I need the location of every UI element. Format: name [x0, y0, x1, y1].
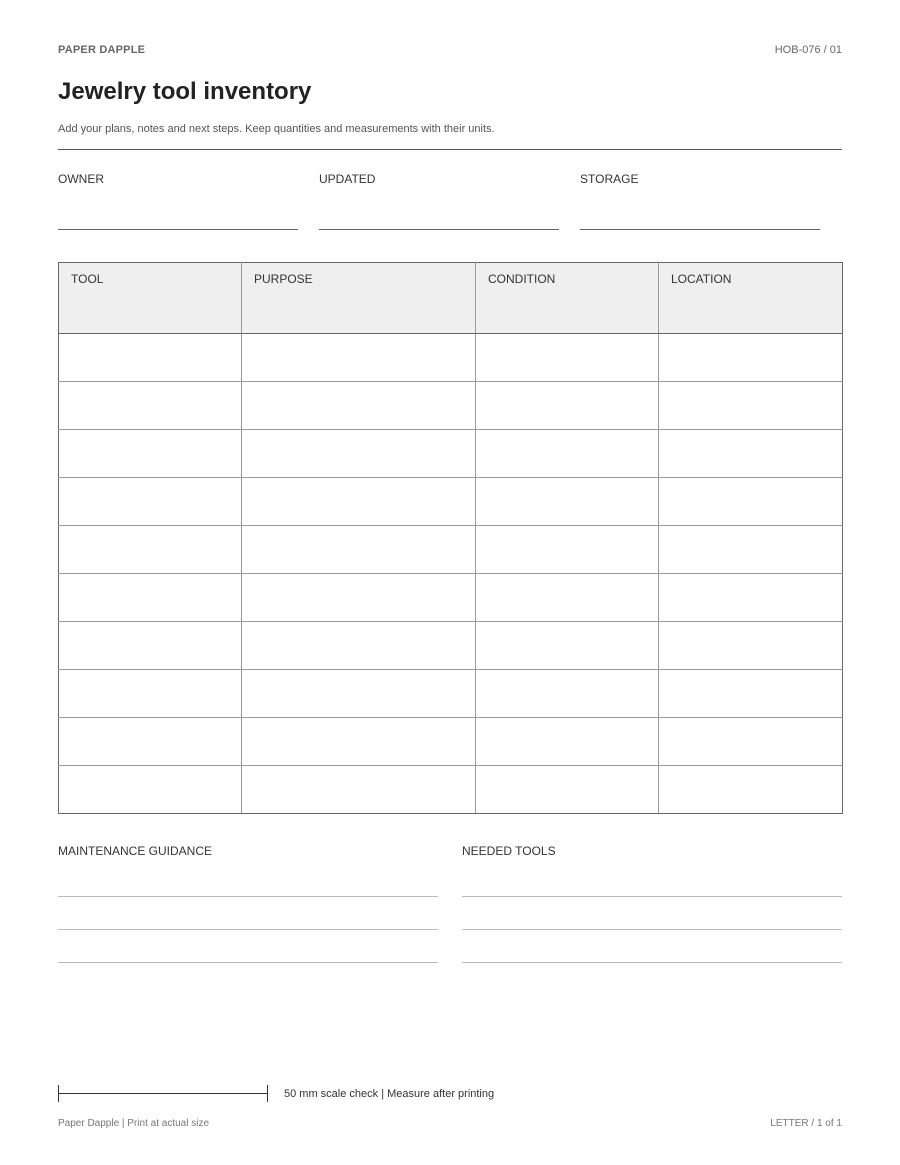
- table-cell-tool[interactable]: [59, 382, 242, 430]
- table-cell-purpose[interactable]: [242, 382, 476, 430]
- column-header-condition: CONDITION: [476, 263, 659, 334]
- needed-tools-label: NEEDED TOOLS: [462, 844, 556, 858]
- table-row: [59, 382, 843, 430]
- table-cell-condition[interactable]: [476, 718, 659, 766]
- table-cell-tool[interactable]: [59, 718, 242, 766]
- table-cell-tool[interactable]: [59, 766, 242, 814]
- column-header-location: LOCATION: [659, 263, 843, 334]
- table-cell-purpose[interactable]: [242, 334, 476, 382]
- tool-inventory-table: [58, 262, 843, 814]
- table-row: [59, 526, 843, 574]
- table-cell-purpose[interactable]: [242, 430, 476, 478]
- table-cell-tool[interactable]: [59, 574, 242, 622]
- brand-name: PAPER DAPPLE: [58, 44, 146, 56]
- table-row: [59, 766, 843, 814]
- storage-field[interactable]: [580, 172, 820, 186]
- maintenance-guidance-label: MAINTENANCE GUIDANCE: [58, 844, 213, 858]
- scale-line: [58, 1093, 267, 1094]
- table-row: [59, 334, 843, 382]
- table-cell-location[interactable]: [659, 718, 843, 766]
- table-cell-condition[interactable]: [476, 574, 659, 622]
- maintenance-guidance-section: [58, 844, 438, 858]
- table-header-row: [59, 263, 843, 334]
- scale-check-text: 50 mm scale check | Measure after printing: [284, 1088, 495, 1100]
- title-divider: [58, 149, 842, 150]
- table-cell-condition[interactable]: [476, 670, 659, 718]
- table-cell-purpose[interactable]: [242, 718, 476, 766]
- table-cell-location[interactable]: [659, 478, 843, 526]
- table-cell-tool[interactable]: [59, 334, 242, 382]
- table-row: [59, 430, 843, 478]
- table-cell-tool[interactable]: [59, 622, 242, 670]
- table-cell-purpose[interactable]: [242, 622, 476, 670]
- table-cell-tool[interactable]: [59, 670, 242, 718]
- owner-field[interactable]: [58, 172, 298, 186]
- table-row: [59, 622, 843, 670]
- table-cell-condition[interactable]: [476, 766, 659, 814]
- scale-check-bar: [58, 1085, 268, 1103]
- table-cell-purpose[interactable]: [242, 574, 476, 622]
- table-cell-tool[interactable]: [59, 430, 242, 478]
- updated-field[interactable]: [319, 172, 559, 186]
- table-cell-condition[interactable]: [476, 478, 659, 526]
- maintenance-note-line[interactable]: [58, 962, 438, 963]
- column-header-purpose: PURPOSE: [242, 263, 476, 334]
- table-cell-location[interactable]: [659, 670, 843, 718]
- table-cell-purpose[interactable]: [242, 478, 476, 526]
- maintenance-note-line[interactable]: [58, 896, 438, 897]
- table-cell-tool[interactable]: [59, 478, 242, 526]
- column-header-tool: TOOL: [59, 263, 242, 334]
- table-cell-condition[interactable]: [476, 622, 659, 670]
- table-cell-purpose[interactable]: [242, 766, 476, 814]
- updated-label: UPDATED: [319, 172, 376, 186]
- table-row: [59, 478, 843, 526]
- table-cell-condition[interactable]: [476, 526, 659, 574]
- document-code: HOB-076 / 01: [774, 44, 842, 56]
- table-cell-location[interactable]: [659, 430, 843, 478]
- needed-tools-note-line[interactable]: [462, 896, 842, 897]
- table-row: [59, 718, 843, 766]
- needed-tools-section: [462, 844, 842, 858]
- needed-tools-note-line[interactable]: [462, 929, 842, 930]
- table-cell-location[interactable]: [659, 574, 843, 622]
- table-cell-purpose[interactable]: [242, 526, 476, 574]
- table-cell-purpose[interactable]: [242, 670, 476, 718]
- footer-page-info: LETTER / 1 of 1: [770, 1118, 842, 1129]
- table-cell-condition[interactable]: [476, 382, 659, 430]
- page-subtitle: Add your plans, notes and next steps. Keep quantities and measurements with their units.: [58, 123, 495, 135]
- maintenance-note-line[interactable]: [58, 929, 438, 930]
- table-cell-location[interactable]: [659, 382, 843, 430]
- needed-tools-note-line[interactable]: [462, 962, 842, 963]
- footer-left-text: Paper Dapple | Print at actual size: [58, 1118, 210, 1129]
- table-cell-tool[interactable]: [59, 526, 242, 574]
- page-title: Jewelry tool inventory: [58, 78, 312, 105]
- table-cell-location[interactable]: [659, 334, 843, 382]
- table-cell-location[interactable]: [659, 622, 843, 670]
- table-row: [59, 670, 843, 718]
- owner-label: OWNER: [58, 172, 104, 186]
- table-cell-condition[interactable]: [476, 334, 659, 382]
- table-cell-location[interactable]: [659, 526, 843, 574]
- scale-end-tick: [267, 1085, 268, 1102]
- table-cell-location[interactable]: [659, 766, 843, 814]
- table-row: [59, 574, 843, 622]
- owner-write-line[interactable]: [58, 229, 298, 230]
- storage-label: STORAGE: [580, 172, 639, 186]
- storage-write-line[interactable]: [580, 229, 820, 230]
- updated-write-line[interactable]: [319, 229, 559, 230]
- table-cell-condition[interactable]: [476, 430, 659, 478]
